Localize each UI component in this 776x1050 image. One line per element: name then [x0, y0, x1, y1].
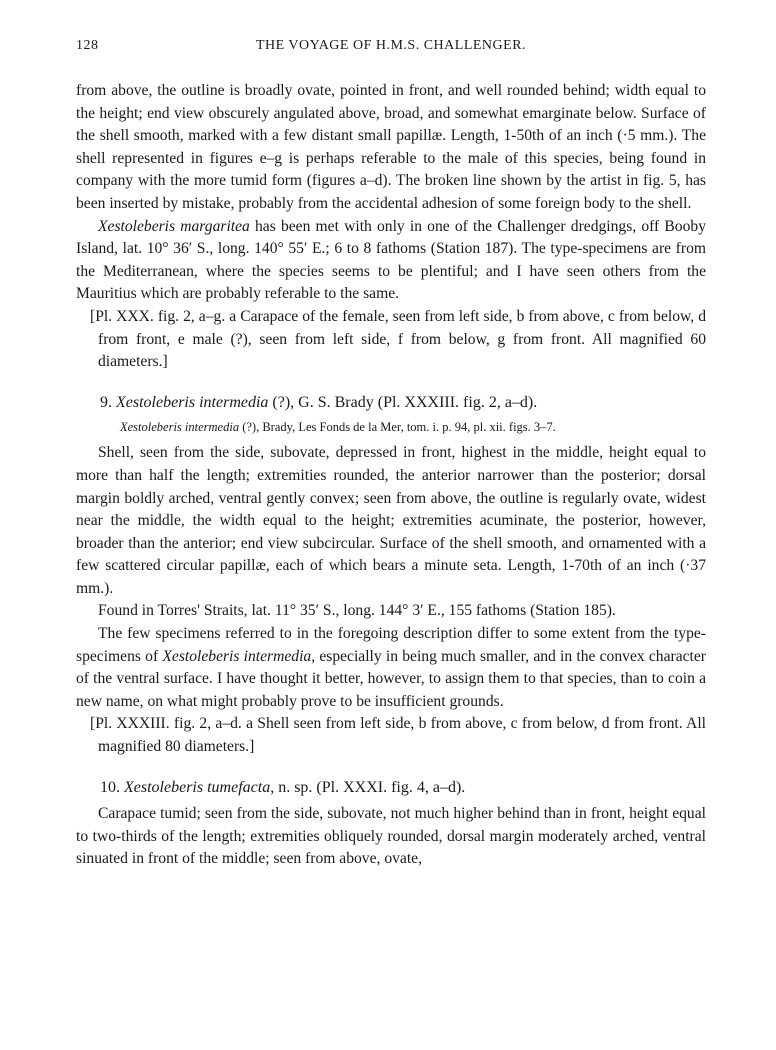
remarks-text: , especially in being much smaller, and in the convex character of the ventral surface. I have thought it better, however, to assign them to that species, than to coin a new name, on what might probably prove to be insufficient grounds.: [76, 647, 706, 710]
species-number: 9.: [100, 393, 112, 411]
description-intermedia: Shell, seen from the side, subovate, depressed in front, highest in the middle, height equal to more than half the length; extremities rounded, the anterior narrower than the posterior; dorsal margin boldly arched, ventral gently convex; seen from above, the outline is regularly ovate, widest near the middle, the width equal to the height; extremities acuminate, the posterior, however, broader than the anterior; end view subcircular. Surface of the shell smooth, and ornamented with a few scattered circular papillæ, each of which bears a minute seta. Length, 1-70th of an inch (·37 mm.).: [76, 444, 706, 597]
plate-reference-xxx: [Pl. XXX. fig. 2, a–g. a Carapace of the female, seen from left side, b from above, c from below, d from front, e male (?), seen from left side, f from below, g from front. All magnified 60 diameters.]: [90, 307, 706, 371]
species-heading-9: [100, 392, 706, 415]
synonymy-name: Xestoleberis intermedia: [120, 420, 240, 435]
plate-reference-xxxiii: [Pl. XXXIII. fig. 2, a–d. a Shell seen from left side, b from above, c from below, d from front. All magnified 80 diameters.]: [90, 715, 706, 756]
locality-intermedia: Found in Torres' Straits, lat. 11° 35′ S., long. 144° 3′ E., 155 fathoms (Station 185).: [98, 602, 616, 620]
remarks-intermedia: [76, 623, 706, 713]
species-heading-10: [100, 777, 706, 800]
synonymy-reference: (?), Brady, Les Fonds de la Mer, tom. i. p. 94, pl. xii. figs. 3–7.: [239, 420, 556, 435]
description-tumefacta: Carapace tumid; seen from the side, subovate, not much higher behind than in front, height equal to two-thirds of the length; extremities obliquely rounded, dorsal margin moderately arched, ventral sinuated in front of the middle; seen from above, ovate,: [76, 805, 706, 868]
species-name: Xestoleberis intermedia: [162, 647, 312, 665]
species-name: Xestoleberis tumefacta: [124, 778, 271, 796]
paragraph-continuation: from above, the outline is broadly ovate, pointed in front, and well rounded behind; width equal to the height; end view obscurely angulated above, broad, and somewhat emarginate below. Surface of the shell smooth, marked with a few distant small papillæ. Length, 1-50th of an inch (·5 mm.). The shell represented in figures e–g is perhaps referable to the male of this species, being found in company with the more tumid form (figures a–d). The broken line shown by the artist in fig. 5, has been inserted by mistake, probably from the accidental adhesion of some foreign body to the shell.: [76, 82, 706, 212]
document-page: [76, 38, 706, 871]
species-authority: (?), G. S. Brady (Pl. XXXIII. fig. 2, a–d).: [268, 393, 538, 411]
species-name: Xestoleberis intermedia: [116, 393, 269, 411]
remarks-text: The few specimens referred to in the foregoing description differ to some extent from the type-specimens of: [76, 625, 706, 665]
running-head: THE VOYAGE OF H.M.S. CHALLENGER.: [255, 38, 527, 53]
paragraph-text: has been met with only in one of the Challenger dredgings, off Booby Island, lat. 10° 36′ S., long. 140° 55′ E.; 6 to 8 fathoms (Station 187). The type-specimens are from the Mediterranean, where the species seems to be plentiful; and I have seen others from the Mauritius which are probably referable to the same.: [76, 217, 706, 303]
page-number: 128: [76, 38, 99, 53]
species-name: Xestoleberis margaritea: [98, 217, 250, 235]
synonymy-line: [120, 418, 706, 436]
species-authority: , n. sp. (Pl. XXXI. fig. 4, a–d).: [270, 778, 466, 796]
paragraph-margaritea-locality: [76, 216, 706, 306]
body-text: [76, 80, 706, 871]
species-number: 10.: [100, 778, 120, 796]
page-header: [76, 38, 706, 62]
